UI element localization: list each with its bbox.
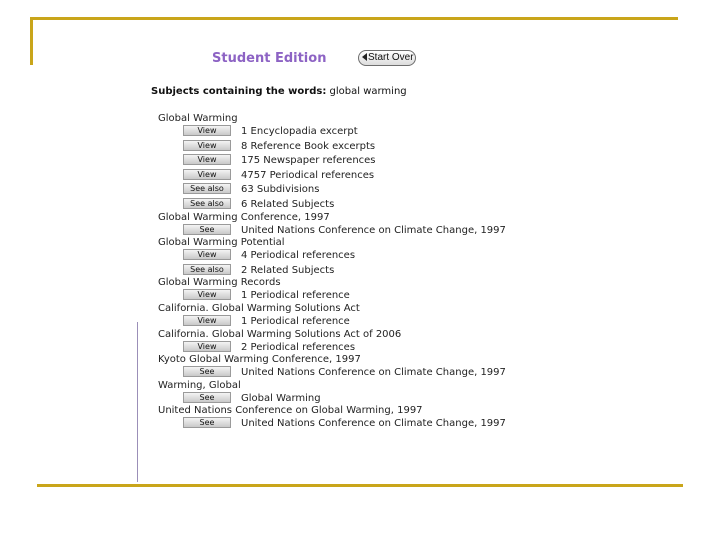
- frame-bottom-rule: [37, 484, 683, 487]
- view-button[interactable]: View: [183, 289, 231, 300]
- result-entry-text: 175 Newspaper references: [241, 155, 376, 167]
- subject-heading: Global Warming Records: [158, 277, 281, 289]
- result-row: [158, 223, 578, 238]
- search-query: global warming: [329, 86, 407, 97]
- result-row: [158, 248, 578, 263]
- result-row: [158, 124, 578, 139]
- subject-heading: Global Warming Conference, 1997: [158, 211, 330, 223]
- back-arrow-icon: [362, 53, 367, 61]
- result-entry-text: 1 Encyclopadia excerpt: [241, 126, 358, 137]
- frame-top-rule: [30, 17, 678, 20]
- result-row: [158, 263, 578, 278]
- view-button[interactable]: View: [183, 341, 231, 352]
- result-row: [158, 288, 578, 303]
- see-button[interactable]: See: [183, 366, 231, 377]
- result-entry-text: United Nations Conference on Climate Change, 1997: [241, 224, 506, 236]
- side-divider: [137, 322, 138, 482]
- subject-heading: Global Warming: [158, 113, 238, 124]
- view-button[interactable]: View: [183, 169, 231, 180]
- result-row: [158, 340, 578, 355]
- see-also-button[interactable]: See also: [183, 198, 231, 209]
- see-also-button[interactable]: See also: [183, 264, 231, 275]
- results-list: [158, 113, 578, 431]
- view-button[interactable]: View: [183, 315, 231, 326]
- result-entry-text: 6 Related Subjects: [241, 198, 335, 210]
- subject-heading: United Nations Conference on Global Warming, 1997: [158, 405, 423, 417]
- start-over-button[interactable]: [358, 50, 416, 66]
- result-entry-text: 1 Periodical reference: [241, 290, 350, 302]
- result-row: [158, 416, 578, 431]
- edition-title: Student Edition: [212, 51, 327, 66]
- result-entry-text: 4757 Periodical references: [241, 169, 375, 181]
- search-heading: [151, 86, 407, 97]
- result-row: [158, 391, 578, 406]
- result-entry-text: Global Warming: [241, 392, 321, 404]
- see-button[interactable]: See: [183, 392, 231, 403]
- result-entry-text: 4 Periodical references: [241, 250, 356, 262]
- subject-heading: Kyoto Global Warming Conference, 1997: [158, 354, 361, 366]
- result-row: [158, 197, 578, 212]
- result-row: [158, 182, 578, 197]
- view-button[interactable]: View: [183, 154, 231, 165]
- result-entry-text: 63 Subdivisions: [241, 184, 320, 196]
- subject-heading: Global Warming Potential: [158, 237, 285, 249]
- view-button[interactable]: View: [183, 125, 231, 136]
- subject-heading: Warming, Global: [158, 379, 241, 391]
- subject-heading: California. Global Warming Solutions Act: [158, 302, 360, 314]
- see-button[interactable]: See: [183, 417, 231, 428]
- subject-heading: California. Global Warming Solutions Act of 2006: [158, 328, 402, 340]
- result-entry-text: 2 Related Subjects: [241, 264, 335, 276]
- result-entry-text: United Nations Conference on Climate Change, 1997: [241, 418, 506, 430]
- result-entry-text: 2 Periodical references: [241, 341, 356, 353]
- result-entry-text: 8 Reference Book excerpts: [241, 140, 376, 152]
- result-row: [158, 365, 578, 380]
- result-row: [158, 168, 578, 183]
- frame-left-rule: [30, 17, 33, 65]
- view-button[interactable]: View: [183, 249, 231, 260]
- view-button[interactable]: View: [183, 140, 231, 151]
- result-entry-text: United Nations Conference on Climate Change, 1997: [241, 367, 506, 379]
- start-over-label: Start Over: [368, 52, 414, 63]
- result-row: [158, 314, 578, 329]
- see-also-button[interactable]: See also: [183, 183, 231, 194]
- see-button[interactable]: See: [183, 224, 231, 235]
- search-label: Subjects containing the words:: [151, 86, 327, 97]
- result-entry-text: 1 Periodical reference: [241, 315, 350, 327]
- result-row: [158, 139, 578, 154]
- result-row: [158, 153, 578, 168]
